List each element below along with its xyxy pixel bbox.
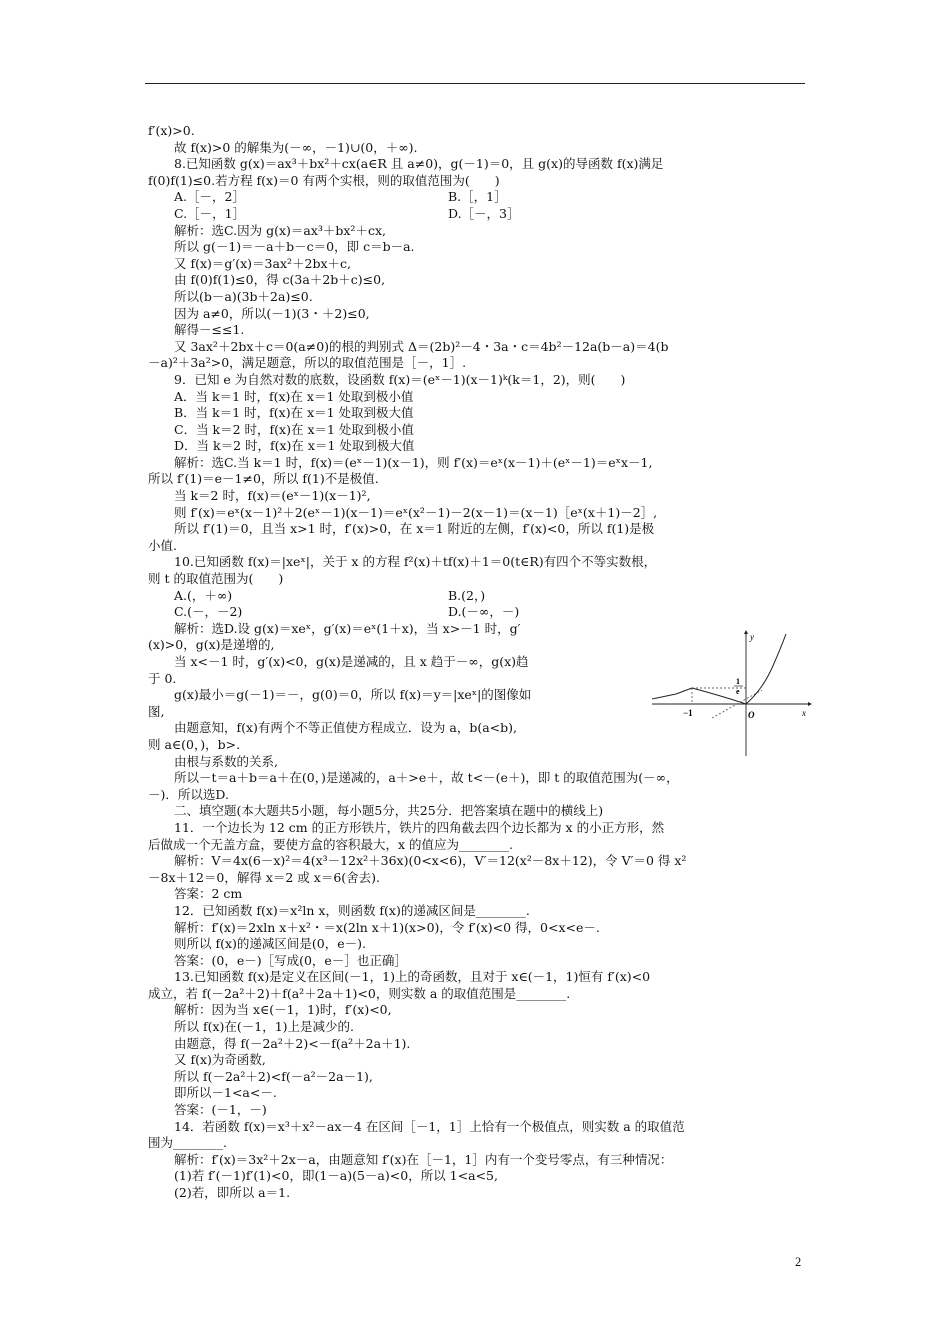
option-row <box>148 588 808 605</box>
text-line: 答案：(0，e－)［写成(0，e－］也正确］ <box>174 952 407 968</box>
text-line: 解析：V＝4x(6－x)²＝4(x³－12x²＋36x)(0<x<6)，V′＝12(x²－8x＋12)，令 V′＝0 得 x² <box>174 853 687 869</box>
text-line: －8x＋12＝0，解得 x＝2 或 x＝6(舍去). <box>148 869 381 885</box>
text-line: 所以 f(x)在(－1，1)上是减少的. <box>174 1019 355 1035</box>
text-line: 当 k＝2 时，f(x)＝(eˣ－1)(x－1)², <box>174 488 371 504</box>
text-line: 10.已知函数 f(x)＝|xeˣ|，关于 x 的方程 f²(x)＋tf(x)＋1＝0(t∈R)有四个不等实数根， <box>174 554 657 570</box>
text-line: 所以 f(－2a²＋2)<f(－a²－2a－1), <box>174 1068 373 1084</box>
text-line: 成立，若 f(－2a²＋2)＋f(a²＋2a＋1)<0，则实数 a 的取值范围是________. <box>148 985 571 1001</box>
option-text: A.(，＋∞) <box>174 587 233 603</box>
text-line: 所以 f′(1)＝0，且当 x>1 时，f′(x)>0，在 x＝1 附近的左侧，f′(x)<0，所以 f(1)是极 <box>174 521 655 537</box>
page-number: 2 <box>795 1255 802 1269</box>
text-line: 小值. <box>148 537 177 553</box>
text-line: －)．所以选D. <box>148 786 229 802</box>
text-line: 由 f(0)f(1)≤0，得 c(3a＋2b＋c)≤0, <box>174 272 386 288</box>
text-line: 于 0. <box>148 670 177 686</box>
text-line: 所以(b－a)(3b＋2a)≤0. <box>174 288 313 304</box>
x-axis-arrow-icon <box>808 702 812 706</box>
text-line: B．当 k＝1 时，f(x)在 x＝1 处取到极大值 <box>174 405 414 421</box>
option-row <box>148 189 808 206</box>
text-line: 故 f(x)>0 的解集为(－∞，－1)∪(0，＋∞). <box>174 139 418 155</box>
text-line: 解析：选C.当 k＝1 时，f(x)＝(eˣ－1)(x－1)，则 f′(x)＝eˣ(x－1)＋(eˣ－1)＝eˣx－1, <box>174 454 653 470</box>
text-line: D．当 k＝2 时，f(x)在 x＝1 处取到极大值 <box>174 438 415 454</box>
text-line: 解析：f′(x)＝3x²＋2x－a，由题意知 f′(x)在［－1，1］内有一个变号零点，有三种情况： <box>174 1151 673 1167</box>
text-line: (x)>0，g(x)是递增的, <box>148 637 275 653</box>
text-line: 则 f′(x)＝eˣ(x－1)²＋2(eˣ－1)(x－1)＝eˣ(x²－1)－2(x－1)＝(x－1)［eˣ(x＋1)－2］, <box>174 504 658 520</box>
option-text: A.［－，2］ <box>174 189 245 205</box>
text-line: 解析：选C.因为 g(x)＝ax³＋bx²＋cx, <box>174 222 386 238</box>
text-line: 则 t 的取值范围为( ) <box>148 571 284 587</box>
option-row <box>148 604 808 621</box>
text-line: 又 f(x)＝g′(x)＝3ax²＋2bx＋c, <box>174 255 351 271</box>
neg-one-label: −1 <box>683 708 693 718</box>
text-line: 11．一个边长为 12 cm 的正方形铁片，铁片的四角截去四个边长都为 x 的小正方形，然 <box>174 819 665 835</box>
option-text: C.［－，1］ <box>174 205 246 221</box>
text-line: 因为 a≠0，所以(－1)(3・＋2)≤0, <box>174 305 370 321</box>
option-text: B.(2，) <box>448 587 486 603</box>
text-line: 则 a∈(0，)，b>. <box>148 736 241 752</box>
x-axis-label: x <box>802 708 806 718</box>
text-line: 由题意，得 f(－2a²＋2)<－f(a²＋2a＋1). <box>174 1035 411 1051</box>
text-line: 12．已知函数 f(x)＝x²ln x，则函数 f(x)的递减区间是________. <box>174 902 530 918</box>
text-line: 所以－t＝a＋b＝a＋在(0，)是递减的，a＋>e＋，故 t<－(e＋)，即 t 的取值范围为(－∞， <box>174 770 679 786</box>
text-line: 解析：选D.设 g(x)＝xeˣ，g′(x)＝eˣ(1＋x)，当 x>－1 时，g′ <box>174 620 521 636</box>
option-text: B.［，1］ <box>448 189 507 205</box>
curve-left <box>652 688 692 699</box>
frac-numerator: 1 <box>736 677 740 686</box>
text-line: g(x)最小＝g(－1)＝－，g(0)＝0，所以 f(x)＝y＝|xeˣ|的图像如 <box>174 687 532 703</box>
frac-denominator: e <box>736 687 740 696</box>
figure-graph-abs-xex <box>652 628 812 756</box>
origin-label: O <box>748 710 755 720</box>
text-line: 由根与系数的关系, <box>174 753 278 769</box>
text-line: 二、填空题(本大题共5小题，每小题5分，共25分．把答案填在题中的横线上) <box>174 803 604 819</box>
text-line: －a)²＋3a²>0，满足题意，所以的取值范围是［－，1］. <box>148 355 467 371</box>
text-line: 解析：f′(x)＝2xln x＋x²・＝x(2ln x＋1)(x>0)，令 f′(x)<0 得，0<x<e－. <box>174 919 600 935</box>
text-line: (1)若 f′(－1)f′(1)<0，即(1－a)(5－a)<0，所以 1<a<5, <box>174 1168 498 1184</box>
header-rule <box>145 83 805 84</box>
option-text: D.［－，3］ <box>448 205 520 221</box>
text-line: 13.已知函数 f(x)是定义在区间(－1，1)上的奇函数，且对于 x∈(－1，1)恒有 f′(x)<0 <box>174 969 651 985</box>
option-row <box>148 206 808 223</box>
text-line: 当 x<－1 时，g′(x)<0，g(x)是递减的，且 x 趋于－∞，g(x)趋 <box>174 654 529 669</box>
text-line: 由题意知，f(x)有两个不等正值使方程成立．设为 a，b(a<b), <box>174 720 518 736</box>
text-line: 所以 f′(1)＝e－1≠0，所以 f(1)不是极值. <box>148 471 379 487</box>
text-line: 解析：因为当 x∈(－1，1)时，f′(x)<0, <box>174 1002 392 1018</box>
text-line: (2)若，即所以 a＝1. <box>174 1185 291 1200</box>
text-line: 8.已知函数 g(x)＝ax³＋bx²＋cx(a∈R 且 a≠0)，g(－1)＝0，且 g(x)的导函数 f(x)满足 <box>174 156 664 172</box>
text-line: 又 f(x)为奇函数, <box>174 1052 266 1068</box>
text-line: A．当 k＝1 时，f(x)在 x＝1 处取到极小值 <box>174 388 414 404</box>
text-line: 14．若函数 f(x)＝x³＋x²－ax－4 在区间［－1，1］上恰有一个极值点，则实数 a 的取值范 <box>174 1118 685 1134</box>
text-line: 图, <box>148 703 165 719</box>
text-line: 所以 g(－1)＝－a＋b－c＝0，即 c＝b－a. <box>174 239 415 255</box>
curve-right <box>746 634 786 704</box>
text-line: f′(x)>0. <box>148 123 195 138</box>
text-line: 即所以－1<a<－. <box>174 1085 277 1101</box>
text-line: 解得－≤≤1. <box>174 322 245 338</box>
y-axis-label: y <box>750 632 754 642</box>
text-line: 则所以 f(x)的递减区间是(0，e－). <box>174 936 366 952</box>
text-line: 9．已知 e 为自然对数的底数，设函数 f(x)＝(eˣ－1)(x－1)ᵏ(k＝1，2)，则( ) <box>174 371 626 387</box>
text-line: C．当 k＝2 时，f(x)在 x＝1 处取到极小值 <box>174 421 414 437</box>
text-line: 又 3ax²＋2bx＋c＝0(a≠0)的根的判别式 Δ＝(2b)²－4・3a・c＝4b²－12a(b－a)＝4(b <box>174 338 669 354</box>
text-line: 答案：2 cm <box>174 886 243 902</box>
text-line: f(0)f(1)≤0.若方程 f(x)＝0 有两个实根，则的取值范围为( ) <box>148 172 500 188</box>
option-text: D.(－∞，－) <box>448 604 520 620</box>
option-text: C.(－，－2) <box>174 604 243 620</box>
y-axis-arrow-icon <box>744 630 748 634</box>
text-line: 围为________. <box>148 1135 227 1151</box>
text-line: 答案：(－1，－) <box>174 1102 267 1118</box>
text-line: 后做成一个无盖方盒，要使方盒的容积最大，x 的值应为________. <box>148 836 513 852</box>
